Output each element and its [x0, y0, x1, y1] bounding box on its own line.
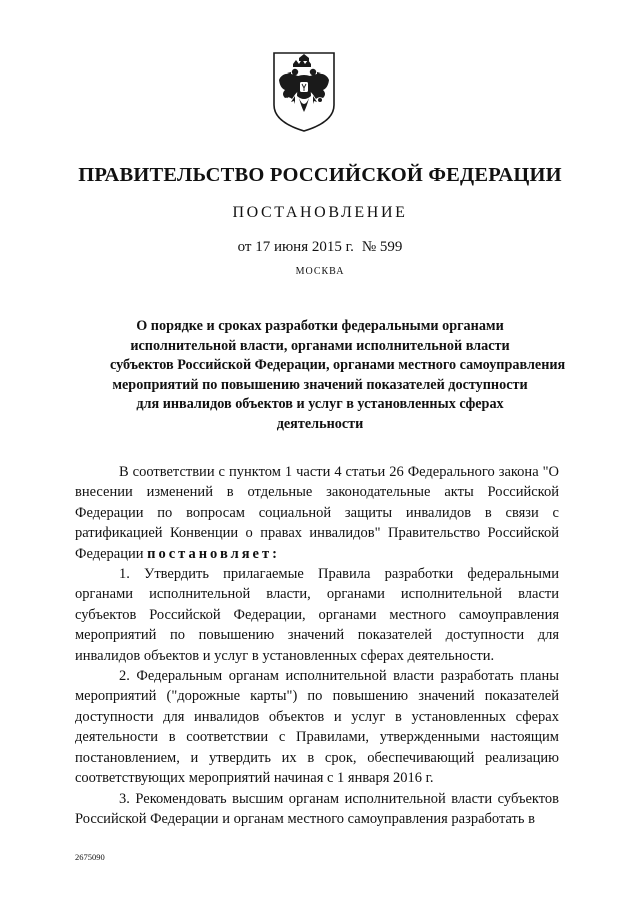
document-type: ПОСТАНОВЛЕНИЕ	[232, 204, 408, 221]
intro-paragraph	[75, 462, 559, 564]
date-line	[0, 239, 640, 256]
subject-line: исполнительной власти, органами исполнительной власти	[130, 337, 510, 354]
document-number: № 599	[361, 239, 403, 255]
item-3: 3. Рекомендовать высшим органам исполнительной власти субъектов Российской Федерации и органам местного самоуправления разработать в	[75, 790, 559, 827]
subject-line: субъектов Российской Федерации, органами местного самоуправления	[110, 357, 566, 373]
subject-line: деятельности	[276, 415, 364, 432]
intro-text: В соответствии с пунктом 1 части 4 статьи 26 Федерального закона "О внесении изменений в отдельные законодательные акты Российской Федерации по вопросам социальной защиты инвалидов в связи с ратификацией Конвенции о правах инвалидов" Правительство Российской Федерации	[75, 464, 559, 562]
city: МОСКВА	[295, 266, 345, 277]
document-subject	[110, 317, 566, 434]
document-date: от 17 июня 2015 г.	[237, 239, 354, 255]
subject-line: О порядке и сроках разработки федеральными органами	[136, 318, 504, 334]
document-body	[75, 462, 559, 829]
item-2: 2. Федеральным органам исполнительной власти разработать планы мероприятий ("дорожные карты") по повышению значений показателей доступности для инвалидов объектов и услуг в установленных сферах деятельности в соответствии с Правилами, утвержденными настоящим постановлением, и утвердить их в срок, обеспечивающий реализацию соответствующих мероприятий начиная с 1 января 2016 г.	[75, 668, 559, 787]
coat-of-arms-icon	[271, 50, 337, 134]
resolves-word: постановляет:	[147, 545, 280, 562]
subject-line: для инвалидов объектов и услуг в установленных сферах	[136, 396, 504, 412]
document-code: 2675090	[75, 852, 105, 862]
government-title: ПРАВИТЕЛЬСТВО РОССИЙСКОЙ ФЕДЕРАЦИИ	[78, 164, 562, 186]
item-1: 1. Утвердить прилагаемые Правила разработки федеральными органами исполнительной власти, органами исполнительной власти субъектов Российской Федерации, органами местного самоуправления мероприятий по повышению значений показателей доступности для инвалидов объектов и услуг в установленных сферах деятельности.	[75, 566, 559, 664]
subject-line: мероприятий по повышению значений показателей доступности	[112, 376, 528, 393]
